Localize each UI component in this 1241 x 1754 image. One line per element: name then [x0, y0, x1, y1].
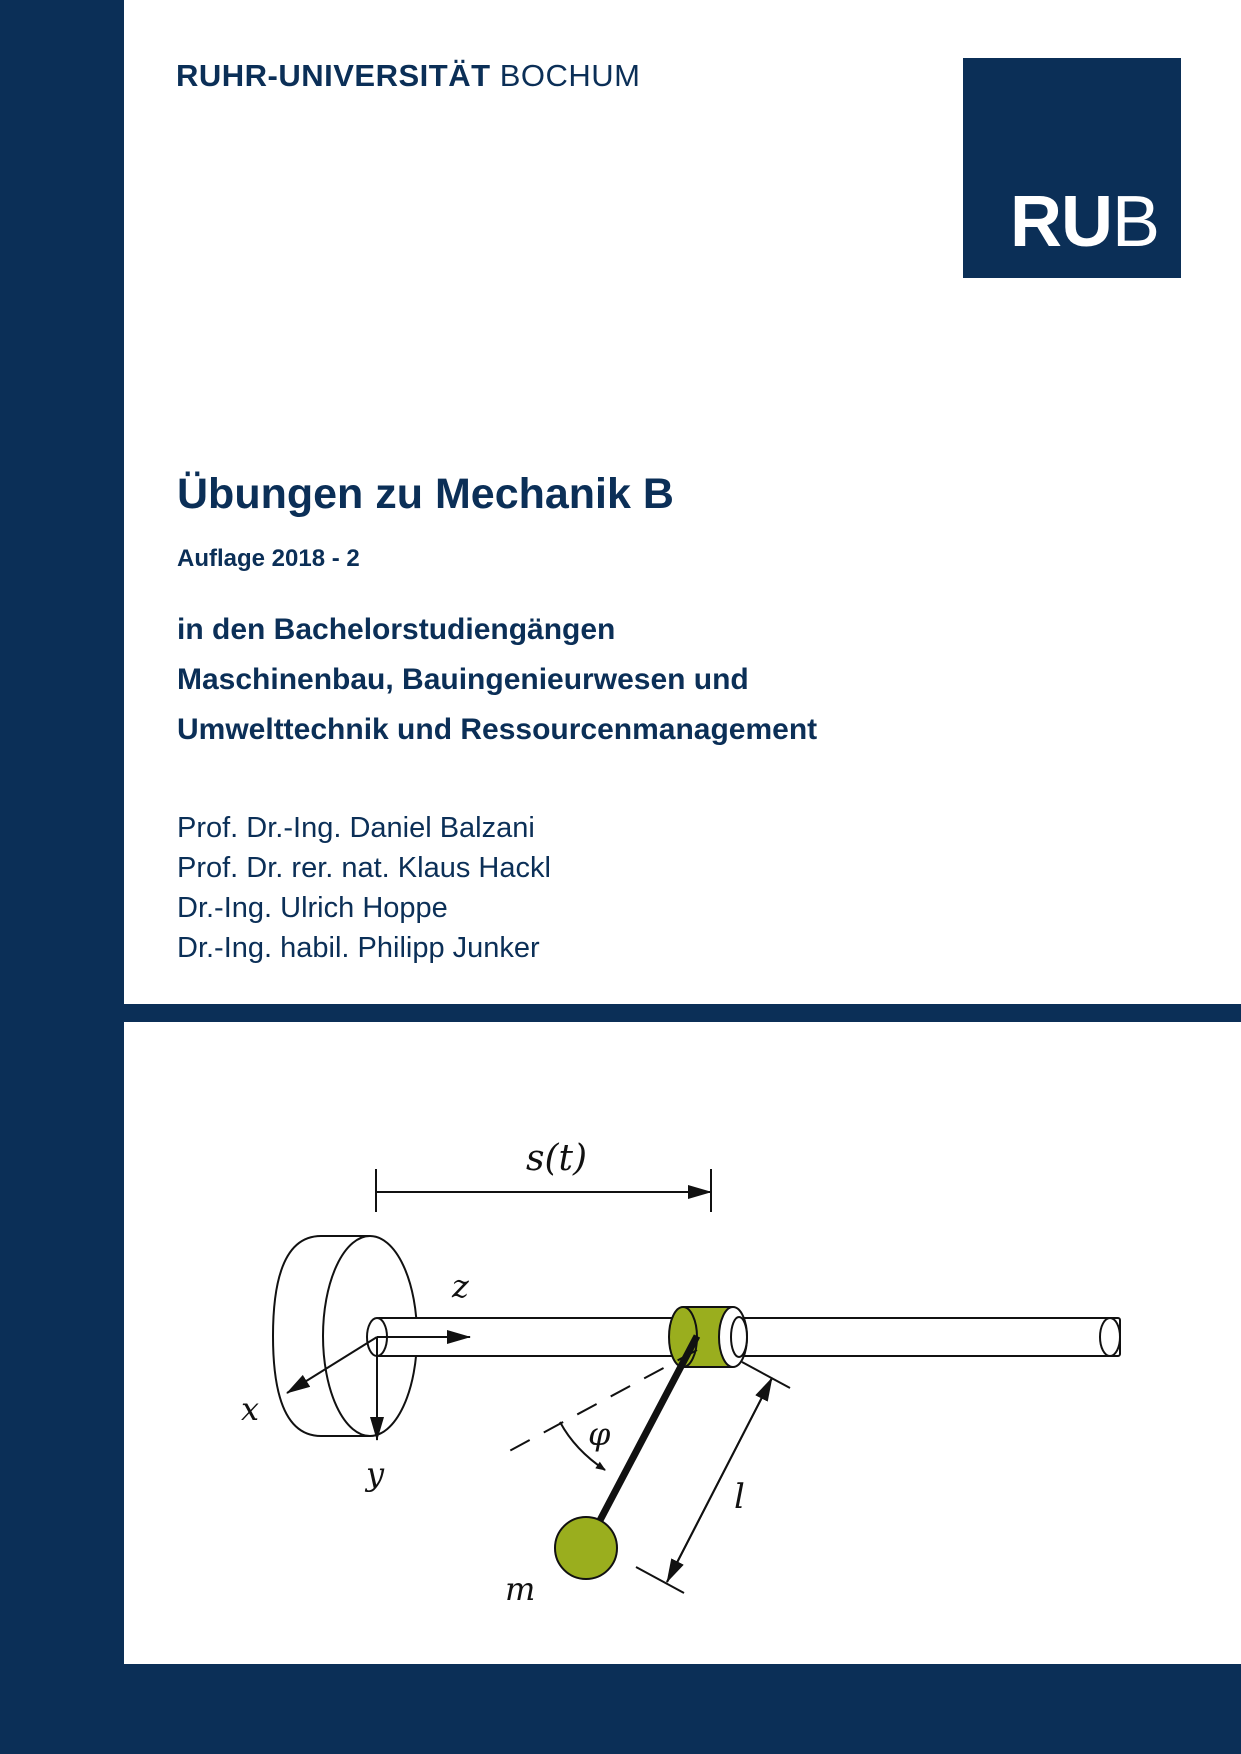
logo-bold: RU	[1009, 182, 1112, 262]
mass-label: m	[505, 1570, 536, 1608]
z-axis-label: z	[452, 1267, 469, 1305]
programs-block	[177, 610, 817, 760]
program-line: Maschinenbau, Bauingenieurwesen und	[177, 663, 749, 696]
rub-logo	[963, 58, 1181, 278]
length-dimension	[636, 1362, 790, 1593]
university-name	[176, 58, 640, 94]
authors-block	[177, 808, 551, 968]
page-title: Übungen zu Mechanik B	[177, 470, 674, 518]
bottom-band	[0, 1664, 1241, 1754]
y-axis-label: y	[366, 1455, 385, 1493]
left-sidebar	[0, 0, 124, 1754]
rub-logo-text	[1009, 182, 1159, 262]
displacement-label: s(t)	[526, 1138, 588, 1179]
divider-band	[124, 1004, 1241, 1022]
edition-label: Auflage 2018 - 2	[177, 545, 360, 572]
author-line: Dr.-Ing. Ulrich Hoppe	[177, 892, 448, 924]
university-name-bold: RUHR-UNIVERSITÄT	[176, 58, 491, 93]
university-name-regular: BOCHUM	[499, 58, 641, 93]
angle-label: φ	[588, 1415, 611, 1453]
program-line: in den Bachelorstudiengängen	[177, 613, 616, 646]
author-line: Prof. Dr.-Ing. Daniel Balzani	[177, 812, 535, 844]
author-line: Prof. Dr. rer. nat. Klaus Hackl	[177, 852, 551, 884]
author-line: Dr.-Ing. habil. Philipp Junker	[177, 932, 540, 964]
x-axis-label: x	[241, 1390, 260, 1428]
program-line: Umwelttechnik und Ressourcenmanagement	[177, 713, 818, 746]
length-label: l	[734, 1477, 745, 1517]
logo-regular: B	[1111, 182, 1159, 262]
pendulum-mass	[555, 1517, 617, 1579]
pendulum-figure	[124, 1022, 1241, 1664]
